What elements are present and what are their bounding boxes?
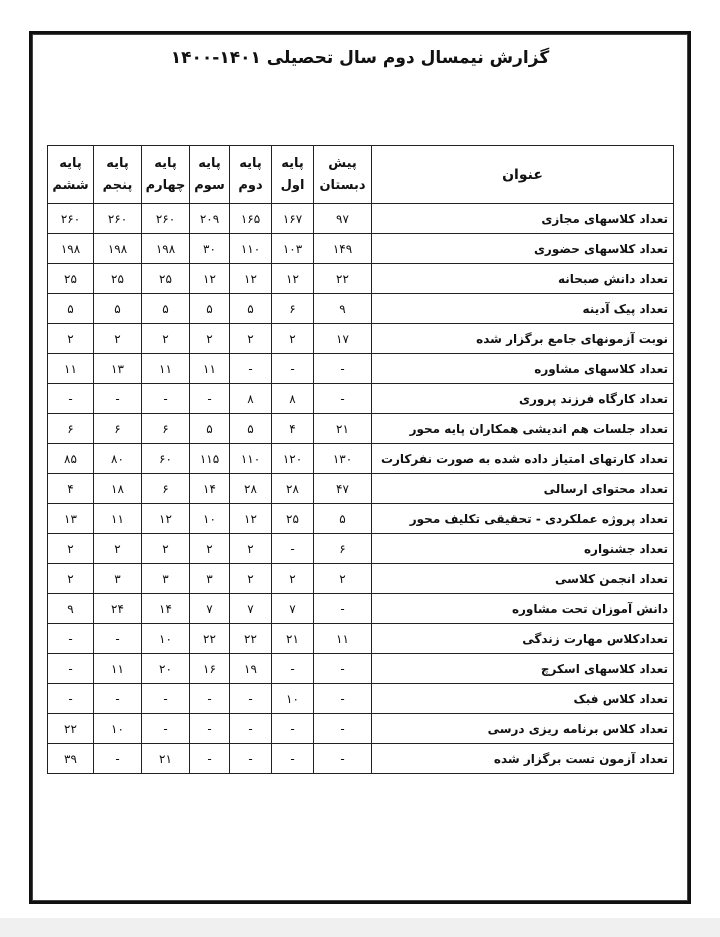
row-title: تعداد جلسات هم اندیشی همکاران پایه محور — [372, 414, 674, 444]
table-cell: ۲ — [190, 324, 230, 354]
table-cell: ۶ — [94, 414, 142, 444]
table-cell: - — [48, 684, 94, 714]
table-cell: ۳ — [142, 564, 190, 594]
table-cell: ۷ — [230, 594, 272, 624]
table-row — [48, 444, 674, 474]
table-cell: - — [94, 384, 142, 414]
table-row — [48, 294, 674, 324]
table-cell: ۴ — [48, 474, 94, 504]
document-title: گزارش نیمسال دوم سال تحصیلی ۱۴۰۱-۱۴۰۰ — [170, 48, 550, 68]
table-cell: ۲ — [230, 534, 272, 564]
table-cell: ۱۰ — [94, 714, 142, 744]
table-cell: - — [48, 654, 94, 684]
table-row — [48, 684, 674, 714]
row-title: تعداد کلاسهای اسکرچ — [372, 654, 674, 684]
table-cell: ۱۲ — [272, 264, 314, 294]
table-cell: ۲۱ — [272, 624, 314, 654]
table-cell: - — [142, 384, 190, 414]
header-grade-6: پایه ششم — [48, 146, 94, 204]
table-row — [48, 624, 674, 654]
row-title: تعداد کلاسهای مجازی — [372, 204, 674, 234]
table-cell: ۲ — [48, 324, 94, 354]
table-cell: ۲ — [48, 534, 94, 564]
table-cell: ۳۹ — [48, 744, 94, 774]
table-cell: ۲۵ — [142, 264, 190, 294]
table-cell: ۱۸ — [94, 474, 142, 504]
table-cell: ۱۳ — [94, 354, 142, 384]
table-cell: - — [230, 684, 272, 714]
table-cell: ۱۴ — [142, 594, 190, 624]
table-cell: ۲۶۰ — [48, 204, 94, 234]
table-row — [48, 324, 674, 354]
table-cell: ۲۲ — [230, 624, 272, 654]
table-cell: ۲۲ — [314, 264, 372, 294]
viewer-bottom-strip — [0, 918, 720, 937]
row-title: تعداد کلاسهای مشاوره — [372, 354, 674, 384]
table-row — [48, 534, 674, 564]
table-cell: ۹ — [48, 594, 94, 624]
report-table — [47, 145, 674, 774]
row-title: تعداد دانش صبحانه — [372, 264, 674, 294]
table-cell: ۱۲ — [142, 504, 190, 534]
table-cell: ۸ — [272, 384, 314, 414]
header-grade-3: پایه سوم — [190, 146, 230, 204]
table-cell: ۱۱ — [94, 504, 142, 534]
header-preschool: پیش دبستان — [314, 146, 372, 204]
row-title: تعداد کارتهای امتیاز داده شده به صورت نفرکارت — [372, 444, 674, 474]
table-cell: - — [190, 714, 230, 744]
table-cell: - — [48, 384, 94, 414]
header-grade-1: پایه اول — [272, 146, 314, 204]
table-cell: ۷ — [190, 594, 230, 624]
table-cell: ۱۱ — [190, 354, 230, 384]
table-cell: ۱۰ — [190, 504, 230, 534]
table-cell: ۱۰ — [142, 624, 190, 654]
table-cell: ۲۸ — [272, 474, 314, 504]
table-cell: ۲ — [142, 324, 190, 354]
table-cell: ۵ — [314, 504, 372, 534]
table-cell: - — [230, 354, 272, 384]
table-cell: - — [142, 714, 190, 744]
table-cell: ۹ — [314, 294, 372, 324]
row-title: تعداد پروژه عملکردی - تحقیقی تکلیف محور — [372, 504, 674, 534]
table-cell: ۱۹۸ — [48, 234, 94, 264]
header-grade-4: پایه چهارم — [142, 146, 190, 204]
table-cell: ۳ — [190, 564, 230, 594]
table-cell: ۱۶۷ — [272, 204, 314, 234]
table-cell: - — [314, 744, 372, 774]
table-cell: ۱۰ — [272, 684, 314, 714]
table-cell: - — [272, 654, 314, 684]
row-title: تعداد کلاس برنامه ریزی درسی — [372, 714, 674, 744]
row-title: تعداد کلاس فبک — [372, 684, 674, 714]
table-cell: ۲۶۰ — [142, 204, 190, 234]
table-cell: ۱۹۸ — [94, 234, 142, 264]
row-title: تعداد کارگاه فرزند پروری — [372, 384, 674, 414]
table-cell: ۵ — [48, 294, 94, 324]
table-cell: ۱۱ — [48, 354, 94, 384]
table-cell: ۷ — [272, 594, 314, 624]
row-title: تعدادکلاس مهارت زندگی — [372, 624, 674, 654]
table-cell: ۲۴ — [94, 594, 142, 624]
table-cell: ۳ — [94, 564, 142, 594]
table-row — [48, 204, 674, 234]
table-row — [48, 744, 674, 774]
table-row — [48, 414, 674, 444]
table-cell: ۲۵ — [272, 504, 314, 534]
table-cell: - — [272, 534, 314, 564]
table-cell: ۲ — [94, 534, 142, 564]
table-row — [48, 264, 674, 294]
table-cell: ۵ — [190, 294, 230, 324]
table-cell: ۴ — [272, 414, 314, 444]
table-cell: - — [190, 684, 230, 714]
table-cell: ۶ — [314, 534, 372, 564]
table-cell: ۶ — [142, 414, 190, 444]
table-cell: ۵ — [142, 294, 190, 324]
table-cell: ۵ — [94, 294, 142, 324]
table-cell: ۲۵ — [48, 264, 94, 294]
table-cell: ۱۱ — [142, 354, 190, 384]
table-cell: ۲۵ — [94, 264, 142, 294]
row-title: تعداد انجمن کلاسی — [372, 564, 674, 594]
table-cell: - — [314, 354, 372, 384]
table-row — [48, 354, 674, 384]
table-cell: ۲ — [272, 564, 314, 594]
table-cell: ۱۹ — [230, 654, 272, 684]
row-title: تعداد جشنواره — [372, 534, 674, 564]
table-row — [48, 504, 674, 534]
table-header-row — [48, 146, 674, 204]
table-cell: ۴۷ — [314, 474, 372, 504]
table-cell: ۲ — [272, 324, 314, 354]
table-cell: ۸۵ — [48, 444, 94, 474]
table-cell: ۱۳۰ — [314, 444, 372, 474]
table-cell: ۱۳ — [48, 504, 94, 534]
table-cell: ۲ — [48, 564, 94, 594]
table-cell: ۱۱ — [94, 654, 142, 684]
table-cell: - — [48, 624, 94, 654]
table-cell: ۶۰ — [142, 444, 190, 474]
table-cell: ۱۹۸ — [142, 234, 190, 264]
table-cell: ۲۲ — [190, 624, 230, 654]
table-row — [48, 714, 674, 744]
row-title: تعداد محتوای ارسالی — [372, 474, 674, 504]
table-cell: ۱۲۰ — [272, 444, 314, 474]
table-cell: - — [272, 744, 314, 774]
table-cell: - — [314, 594, 372, 624]
row-title: تعداد پیک آدینه — [372, 294, 674, 324]
table-cell: - — [314, 684, 372, 714]
table-cell: ۲۱ — [314, 414, 372, 444]
table-cell: ۲۸ — [230, 474, 272, 504]
table-cell: ۹۷ — [314, 204, 372, 234]
table-cell: - — [190, 744, 230, 774]
table-cell: ۳۰ — [190, 234, 230, 264]
table-cell: ۶ — [48, 414, 94, 444]
table-cell: ۱۷ — [314, 324, 372, 354]
table-cell: ۲۱ — [142, 744, 190, 774]
table-cell: ۱۲ — [230, 264, 272, 294]
table-cell: ۲ — [230, 324, 272, 354]
table-cell: - — [314, 714, 372, 744]
table-cell: ۵ — [230, 294, 272, 324]
table-cell: - — [142, 684, 190, 714]
table-cell: ۵ — [190, 414, 230, 444]
table-cell: ۵ — [230, 414, 272, 444]
table-cell: - — [230, 714, 272, 744]
table-row — [48, 654, 674, 684]
table-body — [48, 204, 674, 774]
table-cell: - — [314, 384, 372, 414]
table-row — [48, 234, 674, 264]
table-row — [48, 594, 674, 624]
table-cell: ۱۶۵ — [230, 204, 272, 234]
table-cell: ۲ — [190, 534, 230, 564]
table-cell: ۲۰۹ — [190, 204, 230, 234]
table-cell: ۸۰ — [94, 444, 142, 474]
table-cell: ۱۶ — [190, 654, 230, 684]
table-cell: ۲۶۰ — [94, 204, 142, 234]
table-cell: ۲ — [230, 564, 272, 594]
table-cell: - — [272, 354, 314, 384]
header-title: عنوان — [372, 146, 674, 204]
table-cell: ۸ — [230, 384, 272, 414]
table-cell: ۶ — [272, 294, 314, 324]
table-cell: - — [272, 714, 314, 744]
row-title: تعداد کلاسهای حضوری — [372, 234, 674, 264]
table-row — [48, 564, 674, 594]
table-cell: ۶ — [142, 474, 190, 504]
table-cell: ۱۱۵ — [190, 444, 230, 474]
table-cell: ۲۲ — [48, 714, 94, 744]
table-cell: - — [94, 624, 142, 654]
table-row — [48, 384, 674, 414]
table-cell: - — [94, 684, 142, 714]
table-cell: ۲ — [142, 534, 190, 564]
header-grade-2: پایه دوم — [230, 146, 272, 204]
row-title: تعداد آزمون تست برگزار شده — [372, 744, 674, 774]
table-cell: - — [314, 654, 372, 684]
table-cell: ۱۴۹ — [314, 234, 372, 264]
row-title: دانش آموزان تحت مشاوره — [372, 594, 674, 624]
table-cell: ۲۰ — [142, 654, 190, 684]
table-cell: ۱۲ — [230, 504, 272, 534]
table-cell: - — [94, 744, 142, 774]
table-cell: ۱۲ — [190, 264, 230, 294]
table-cell: ۱۴ — [190, 474, 230, 504]
table-cell: - — [190, 384, 230, 414]
header-grade-5: پایه پنجم — [94, 146, 142, 204]
table-row — [48, 474, 674, 504]
table-cell: - — [230, 744, 272, 774]
row-title: نوبت آزمونهای جامع برگزار شده — [372, 324, 674, 354]
table-cell: ۱۰۳ — [272, 234, 314, 264]
table-cell: ۱۱ — [314, 624, 372, 654]
table-cell: ۱۱۰ — [230, 234, 272, 264]
table-cell: ۲ — [94, 324, 142, 354]
table-cell: ۲ — [314, 564, 372, 594]
table-cell: ۱۱۰ — [230, 444, 272, 474]
